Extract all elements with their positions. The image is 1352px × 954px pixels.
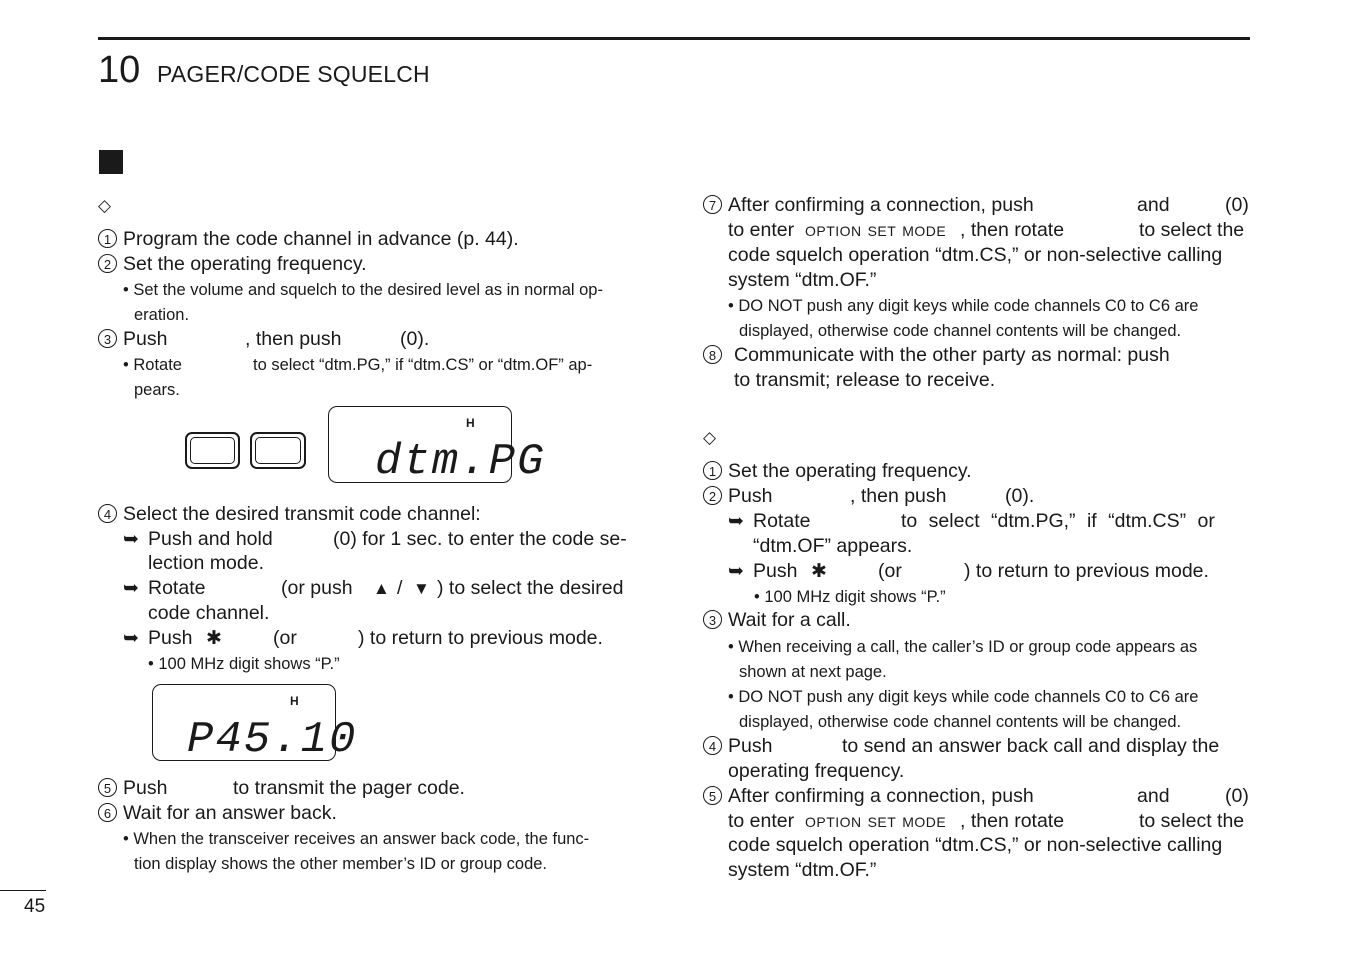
note-text: • 100 MHz digit shows “P.”: [754, 588, 946, 606]
down-triangle-icon: ▼: [413, 579, 430, 598]
step-text: , then push: [245, 328, 342, 350]
asterisk-icon: ✱: [811, 561, 827, 582]
step-number: 5: [98, 776, 117, 801]
note-text: displayed, otherwise code channel contents will be changed.: [739, 713, 1182, 731]
step-text: system “dtm.OF.”: [728, 859, 877, 881]
step-number: 2: [98, 252, 117, 277]
step-text: code channel.: [148, 602, 270, 624]
step-number: 5: [703, 784, 722, 809]
step-text: to transmit; release to receive.: [734, 369, 996, 391]
lcd-text: dtm.PG: [375, 437, 546, 487]
step-text: Push: [123, 777, 168, 799]
step-text: and: [1137, 194, 1170, 216]
step-text: to transmit the pager code.: [233, 777, 465, 799]
step-number: 4: [703, 734, 722, 759]
note-text: to select “dtm.PG,” if “dtm.CS” or “dtm.OF” ap-: [253, 356, 593, 374]
note-text: • DO NOT push any digit keys while code channels C0 to C6 are: [728, 297, 1199, 315]
step-text: to enter: [728, 219, 795, 241]
step-text: Rotate: [753, 510, 811, 532]
note-text: • Set the volume and squelch to the desired level as in normal op-: [123, 281, 603, 299]
chapter-number: 10: [98, 49, 141, 91]
step-text: (or push: [281, 577, 353, 599]
arrow-icon: ➥: [728, 561, 744, 582]
arrow-icon: ➥: [123, 578, 139, 599]
note-text: • When the transceiver receives an answer back code, the func-: [123, 830, 590, 848]
step-number: 2: [703, 484, 722, 509]
step-text: Push: [728, 485, 773, 507]
step-text: Push: [123, 328, 168, 350]
step-text: ) to return to previous mode.: [358, 627, 603, 649]
step-number: 4: [98, 502, 117, 527]
step-text: ) to return to previous mode.: [964, 560, 1209, 582]
step-text: lection mode.: [148, 552, 264, 574]
step-number: 3: [703, 608, 722, 633]
lcd-display-p45: [152, 684, 358, 765]
step-text: operating frequency.: [728, 760, 905, 782]
note-text: displayed, otherwise code channel contents will be changed.: [739, 322, 1182, 340]
step-text: Set the operating frequency.: [728, 460, 972, 482]
step-text: Select the desired transmit code channel:: [123, 503, 481, 525]
footer-rule: [0, 890, 46, 891]
note-text: • When receiving a call, the caller’s ID or group code appears as: [728, 638, 1198, 656]
diamond-icon: ◇: [98, 196, 112, 215]
step-text: (0).: [400, 328, 430, 350]
step-text: , then push: [850, 485, 947, 507]
step-text: Wait for an answer back.: [123, 802, 337, 824]
step-text: Push and hold: [148, 528, 273, 550]
step-text: Push: [148, 627, 193, 649]
step-number: 7: [703, 193, 722, 218]
arrow-icon: ➥: [728, 511, 744, 532]
step-number: 3: [98, 327, 117, 352]
note-text: • DO NOT push any digit keys while code channels C0 to C6 are: [728, 688, 1199, 706]
step-text: to enter: [728, 810, 795, 832]
step-text: to select the: [1139, 219, 1245, 241]
step-text: /: [397, 577, 403, 599]
lcd-h-indicator: H: [290, 694, 299, 708]
step-text: “dtm.OF” appears.: [753, 535, 913, 557]
step-text: (0).: [1005, 485, 1035, 507]
lcd-text: P45.10: [187, 715, 358, 765]
step-number: 6: [98, 801, 117, 826]
page-number: 45: [24, 896, 46, 917]
step-text: , then rotate: [960, 810, 1065, 832]
step-text: (0): [1225, 194, 1249, 216]
step-text: Rotate: [148, 577, 206, 599]
note-text: • Rotate: [123, 356, 182, 374]
step-text: Program the code channel in advance (p. 44).: [123, 228, 519, 250]
lcd-display-dtmpg: [328, 406, 546, 487]
func-key-illustration: [185, 432, 240, 469]
lcd-digits: [153, 685, 358, 765]
step-text: and: [1137, 785, 1170, 807]
step-text: Wait for a call.: [728, 609, 851, 631]
step-text: (or: [273, 627, 297, 649]
step-text: Set the operating frequency.: [123, 253, 367, 275]
section-marker-square: [99, 150, 123, 174]
step-text: , then rotate: [960, 219, 1065, 241]
step-text: (or: [878, 560, 902, 582]
step-text: option set mode: [805, 810, 947, 832]
up-triangle-icon: ▲: [373, 579, 390, 598]
step-text: Communicate with the other party as normal: push: [734, 344, 1170, 366]
lcd-h-indicator: H: [466, 416, 475, 430]
step-text: to select the: [1139, 810, 1245, 832]
note-text: tion display shows the other member’s ID or group code.: [134, 855, 548, 873]
note-text: shown at next page.: [739, 663, 887, 681]
step-text: system “dtm.OF.”: [728, 269, 877, 291]
note-text: pears.: [134, 381, 180, 399]
step-text: option set mode: [805, 219, 947, 241]
step-text: to select “dtm.PG,” if “dtm.CS” or: [901, 510, 1215, 532]
step-text: code squelch operation “dtm.CS,” or non-selective calling: [728, 834, 1223, 856]
step-text: After confirming a connection, push: [728, 785, 1034, 807]
step-text: Push: [728, 735, 773, 757]
step-text: (0): [1225, 785, 1249, 807]
zero-key-illustration: [250, 432, 306, 469]
step-text: ) to select the desired: [437, 577, 624, 599]
step-number: 1: [703, 459, 722, 484]
note-text: eration.: [134, 306, 190, 324]
step-text: After confirming a connection, push: [728, 194, 1034, 216]
step-number: 8: [703, 343, 722, 368]
diamond-icon: ◇: [703, 428, 717, 447]
step-text: code squelch operation “dtm.CS,” or non-selective calling: [728, 244, 1223, 266]
note-text: • 100 MHz digit shows “P.”: [148, 655, 340, 673]
lcd-digits: [329, 407, 546, 487]
step-text: (0) for 1 sec. to enter the code se-: [333, 528, 627, 550]
chapter-title: PAGER/CODE SQUELCH: [157, 61, 430, 87]
arrow-icon: ➥: [123, 529, 139, 550]
header-rule: [98, 37, 1250, 40]
step-text: to send an answer back call and display the: [842, 735, 1220, 757]
arrow-icon: ➥: [123, 628, 139, 649]
asterisk-icon: ✱: [206, 628, 222, 649]
step-number: 1: [98, 227, 117, 252]
step-text: Push: [753, 560, 798, 582]
